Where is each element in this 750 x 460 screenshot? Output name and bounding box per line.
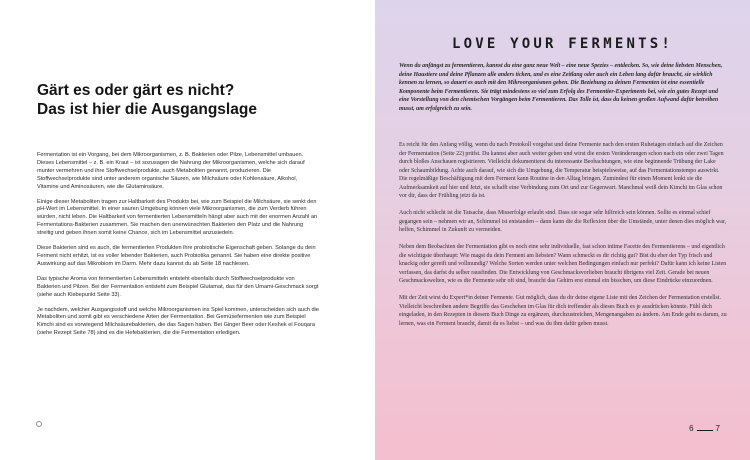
right-paragraph-3: Neben dem Beobachten der Fermentation gibt es noch eine sehr individuelle, fast schon intime Facette des Fermentierens – und eigentlich die wichtigste überhaupt: Wie magst du dein Ferment am liebsten? Wann schmeckt es dir richtig gut? Bist du eher der Typ frisch und knackig oder gereift und vollmundig? Welche Sorten werden unter welchen Bedingungen einfach nur perfekt? Dafür kann ich keine Listen verfassen, das darfst du selber rausfinden. Die Entwicklung von Geschmacksvorlieben braucht übrigens viel Zeit. Gerade bei neuen Geschmackswelten, wie es die Fermente sehr oft sind, braucht das Gehirn erst einmal ein bisschen, um diese Eindrücke einzuordnen. bbox=[399, 244, 727, 284]
left-heading-line-1: Gärt es oder gärt es nicht? bbox=[37, 82, 235, 99]
left-paragraph-4: Das typische Aroma von fermentierten Lebensmitteln entsteht ebenfalls durch Stoffwechselprodukte von Bakterien und Pilzen. Bei der Fermentation entsteht zum Beispiel Glutamat, das für den Umami-Geschmack sorgt (siehe auch Klebepunkt Seite 33). bbox=[37, 275, 319, 298]
left-paragraph-3: Diese Bakterien sind es auch, die fermentierten Produkten ihre probiotische Eigenschaft geben. Solange du dein Ferment nicht erhitzt, ist es voller lebender Bakterien, auch Probiotika genannt. Sie haben eine direkte positive Auswirkung auf das Mikrobiom im Darm. Mehr dazu kannst du ab Seite 18 nachlesen. bbox=[37, 245, 316, 267]
left-page-body bbox=[37, 152, 319, 345]
right-page-body bbox=[399, 141, 727, 337]
page-number-right: 7 bbox=[715, 424, 720, 433]
right-page bbox=[375, 0, 750, 460]
left-paragraph-1: Fermentation ist ein Vorgang, bei dem Mikroorganismen, z. B. Bakterien oder Pilze, Lebensmittel umbauen. Dieses Lebensmittel – z. B. ein Kraut – ist sozusagen die Nahrung der Mikroorganismen, welche sich darauf munter vermehren und ihre Stoffwechselprodukte, auch Metaboliten genannt, produzieren. Die Stoffwechselprodukte sind unter anderem organische Säuren, wie Milchsäure oder Kohlensäure, Alkohol, Vitamine und Aminosäuren, wie die Glutaminsäure. bbox=[37, 152, 305, 190]
right-paragraph-1: Es reicht für den Anfang völlig, wenn du nach Protokoll vorgehst und deine Fermente nach den ersten Ruhetagen einfach auf die Zeichen der Fermentation (Seite 22) prüfst. Du kannst aber auch weiter gehen und wirst die ersten Veränderungen schon nach ein oder zwei Tagen durch bloßes Anschauen registrieren. Vielleicht dokumentierst du interessante Beobachtungen, wie eine beginnende Trübung der Lake oder Schaumbildung. Achte auch darauf, wie sich die Umgebung, die Temperatur beispielsweise, auf das Fermentationstempo auswirkt. Die regelmäßige Beschäftigung mit dem Ferment kann Routine in den Alltag bringen. Zumindest für einen Moment lenkt sie die Aufmerksamkeit auf hier und Jetzt, sie schafft eine Verbindung zum Ort und zur Gegenwart. Manchmal weiß dein Kimchi im Glas schon vor dir, dass der Frühling jetzt da ist. bbox=[399, 142, 724, 199]
right-page-intro: Wenn du anfängst zu fermentieren, kannst du eine ganz neue Welt – eine neue Spezies – entdecken. So, wie deine liebsten Menschen, deine Haustiere und deine Pflanzen alle anders ticken, und es eine Zeitlang oder auch ein Leben lang dafür braucht, sie wirklich kennen zu lernen, so dauert es auch mit den Mikroorganismen geben. Die Beziehung zu deinen Fermenten ist eine essentielle Komponente beim Fermentieren. Sie trägt mindestens so viel zum Erfolg des Fermentier-Experiments bei, wie ein gutes Rezept und eine Vorstellung von den chemischen Vorgängen beim Fermentieren. Das Tolle ist, dass du keinen großen Aufwand dafür betreiben musst, um erfolgreich zu sein. bbox=[399, 63, 723, 112]
left-heading-line-2: Das ist hier die Ausgangslage bbox=[37, 101, 257, 118]
right-page-title: LOVE YOUR FERMENTS! bbox=[452, 36, 673, 52]
right-paragraph-2: Auch nicht schlecht ist die Tatsache, dass Misserfolge erlaubt sind. Dass sie sogar sehr hilfreich sein können. Sollte es einmal schief gegangen sein – nehmen wir an, Schimmel ist entstanden – dann kann die die Reflexion über die Umstände, unter denen dies möglich war, helfen, Schimmel in Zukunft zu vermeiden. bbox=[399, 210, 727, 233]
right-paragraph-4: Mit der Zeit wirst du Expert*in deiner Fermente. Gut möglich, dass du dir deine eigene Liste mit den Zeichen der Fermentation erstellst. Vielleicht beschreiben andere Begriffe das Geschehen im Glas für dich treffender als dieses Buch es je ausdrücken könnte. Fühl dich eingeladen, in den Rezepten in diesem Buch Dinge zu ergänzen, durchzustreichen, Mengenangaben zu ändern. Am Ende geht es darum, zu lernen, was ein Ferment braucht, damit du es liebst – und was du ihm dafür geben musst. bbox=[399, 295, 727, 327]
left-paragraph-2: Einige dieser Metaboliten tragen zur Haltbarkeit des Produkts bei, wie zum Beispiel die Milchsäure, sie senkt den pH-Wert im Lebensmittel. In einer sauren Umgebung können viele Mikroorganismen, die zum Verderb führen würden, nicht leben. Die Haltbarkeit von fermentierten Lebensmitteln hängt aber auch mit der enormen Anzahl an Fermentations-Bakterien zusammen. Sie machen den unerwünschten Bakterien den Platz und die Nahrung streitig und geben ihnen somit keine Chance, sich im Lebensmittel anzusiedeln. bbox=[37, 198, 318, 237]
left-paragraph-5: Je nachdem, welcher Ausgangsstoff und welche Mikroorganismen ins Spiel kommen, unterscheiden sich auch die Metaboliten und somit gibt es verschiedene Arten der Fermentation. Bei Gemüsefermenten wie zum Beispiel Kimchi sind es vorwiegend Milchsäurebakterien, die das Sagen haben. Bei Ginger Beer oder Keshek el Fouqara (siehe Rezept Seite 78) sind es die Hefebakterien, die die Fermentation erledigen. bbox=[37, 306, 319, 337]
page-number-left: 6 bbox=[689, 424, 694, 433]
page-number-divider bbox=[697, 430, 713, 431]
left-page-heading bbox=[37, 81, 337, 119]
page-numbers bbox=[689, 424, 720, 433]
page-corner-circle-icon bbox=[36, 421, 42, 427]
